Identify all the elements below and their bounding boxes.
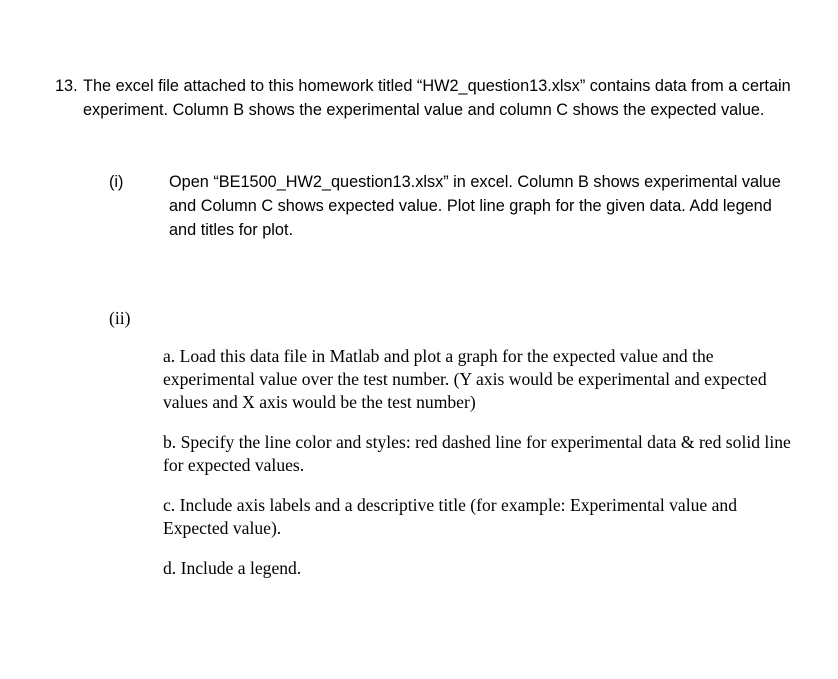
part-b-text: b. Specify the line color and styles: red dashed line for experimental data & red solid line for expected values. bbox=[163, 432, 791, 475]
subquestion-i-label: (i) bbox=[109, 173, 124, 191]
subquestion-ii-label: (ii) bbox=[109, 308, 131, 328]
question-number: 13. bbox=[55, 77, 78, 95]
part-a-text: a. Load this data file in Matlab and plot a graph for the expected value and the experimental value over the test number. (Y axis would be experimental and expected values and X axis would be the test number) bbox=[163, 346, 767, 412]
part-d-text: d. Include a legend. bbox=[163, 558, 302, 578]
question-text: The excel file attached to this homework titled “HW2_question13.xlsx” contains data from a certain experiment. Column B shows the experimental value and column C shows the expected value. bbox=[83, 77, 791, 119]
part-c-text: c. Include axis labels and a descriptive title (for example: Experimental value and Expected value). bbox=[163, 495, 738, 538]
subquestion-i-text: Open “BE1500_HW2_question13.xlsx” in excel. Column B shows experimental value and Column C shows expected value. Plot line graph for the given data. Add legend and titles for plot. bbox=[169, 173, 781, 239]
